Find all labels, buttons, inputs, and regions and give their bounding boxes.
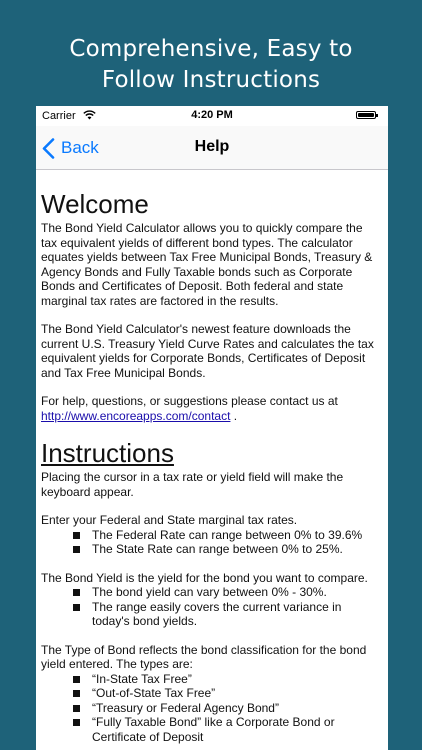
bullet-icon	[73, 589, 80, 596]
contact-end: .	[230, 408, 238, 423]
list-item: The Federal Rate can range between 0% to 39.6%	[73, 528, 381, 543]
welcome-heading: Welcome	[41, 189, 149, 219]
list-item: “Out-of-State Tax Free”	[73, 686, 381, 701]
bullet-icon	[73, 705, 80, 712]
yield-list	[41, 585, 381, 629]
contact-text: For help, questions, or suggestions please contact us at	[41, 394, 338, 408]
bullet-icon	[73, 719, 80, 726]
status-time: 4:20 PM	[191, 109, 233, 121]
bullet-icon	[73, 546, 80, 553]
welcome-paragraph-2: The Bond Yield Calculator's newest feature downloads the current U.S. Treasury Yield Curve Rates and calculates the tax equivalent yields for Corporate Bonds, Certificates of Deposit and Tax Free Municipal Bonds.	[41, 322, 374, 380]
promo-headline	[0, 34, 422, 96]
headline-line-1: Comprehensive, Easy to	[69, 36, 353, 62]
list-item: “Fully Taxable Bond” like a Corporate Bond or Certificate of Deposit	[73, 715, 381, 744]
battery-icon	[356, 111, 376, 119]
headline-line-2: Follow Instructions	[101, 67, 321, 93]
help-content	[41, 178, 381, 750]
list-item: The range easily covers the current variance in today's bond yields.	[73, 600, 381, 629]
tax-rate-list	[41, 528, 381, 557]
instructions-heading: Instructions	[41, 438, 174, 468]
list-item: “Treasury or Federal Agency Bond”	[73, 701, 381, 716]
contact-link[interactable]: http://www.encoreapps.com/contact	[41, 408, 231, 423]
phone-screen	[36, 106, 388, 750]
instructions-paragraph-3: The Bond Yield is the yield for the bond you want to compare.	[41, 570, 368, 585]
instructions-paragraph-4: The Type of Bond reflects the bond classification for the bond yield entered. The types are:	[41, 642, 367, 671]
bullet-icon	[73, 604, 80, 611]
bullet-icon	[73, 676, 80, 683]
contact-paragraph	[41, 394, 381, 423]
bullet-icon	[73, 532, 80, 539]
instructions-paragraph-2: Enter your Federal and State marginal tax rates.	[41, 513, 298, 527]
page-title: Help	[194, 138, 230, 155]
list-item: The State Rate can range between 0% to 25%.	[73, 542, 381, 557]
welcome-paragraph-1: The Bond Yield Calculator allows you to quickly compare the tax equivalent yields of different bond types. The calculator equates yields between Tax Free Municipal Bonds, Treasury & Agency Bonds and Fully Taxable bonds such as Corporate Bonds and Certificates of Deposit. Both federal and state marginal tax rates are factored in the results.	[41, 221, 373, 308]
navigation-bar	[36, 126, 388, 170]
carrier-label: Carrier	[42, 110, 76, 122]
status-bar	[36, 106, 388, 126]
bond-type-list	[41, 672, 381, 745]
list-item: “In-State Tax Free”	[73, 672, 381, 687]
list-item: The bond yield can vary between 0% - 30%.	[73, 585, 381, 600]
bullet-icon	[73, 690, 80, 697]
instructions-paragraph-1: Placing the cursor in a tax rate or yield field will make the keyboard appear.	[41, 470, 344, 499]
back-label: Back	[61, 138, 99, 157]
